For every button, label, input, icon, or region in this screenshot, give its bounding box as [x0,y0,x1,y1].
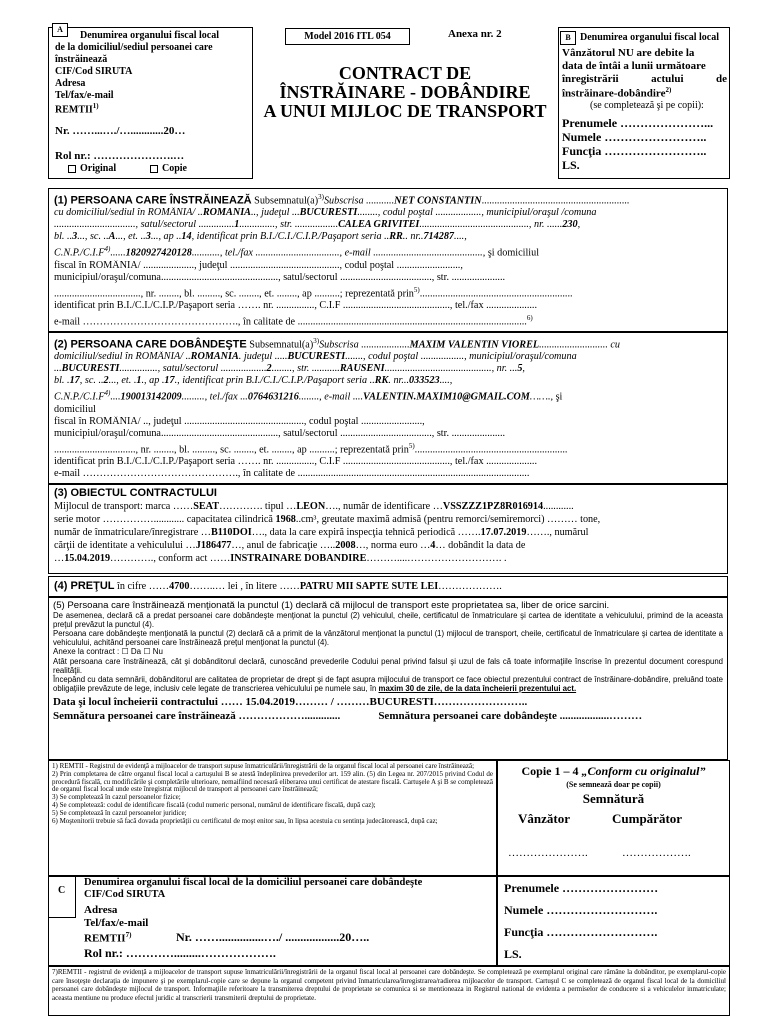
seller-nr: 230 [562,219,578,231]
contract-date: 15.04.2019 [245,696,295,708]
contract-city: BUCURESTI [369,696,434,708]
s5-p3: Persoana care dobândeşte menţionată la punctul (2) declară că a primit de la vânzătorul menţionat la punctul (1) mijlocul de transport, cheile, certificatul de înmatriculare şi cartea de identitate a vehiculului, achitând persoanei care înstrăinează preţul menţionat la punctul (4). [53,629,723,647]
s2-l7: fiscal în ROMÂNIA/ .., judeţul ..............................................., codul poştal ........................, [54,415,425,427]
section-1-seller: (1) PERSOANA CARE ÎNSTRĂINEAZĂ $Subsemnatul(a)^{3)}Subscrisa$ ...........NET CONSTANTIN.......................................................... cu domiciliul/sediul în ROMÂNIA/ ..ROMANIA.., judeţul ...BUCURESTI........, codul poştal .................., municipiul/oraşul /comuna ................................, satul/sectorul ..............1.............., str. .................CALEA GRIVITEI..........................................., nr. ......230, bl. ..3..., sc. ..A..., et. ..3..., ap ..14, identificat prin B.I./C.I./C.I.P./Paşaport seria ..RR.. nr..714287...., $C.N.P./C.I.F^{4)}......1820927420128$..........., tel./fax ................................., e-mail ..........................................., şi domiciliul fiscal în ROMÂNIA/ ...................., judeţul ..........................................., codul poştal ........................., municipiul/oraşul/comuna.............................................., satul/sectorul ...................................., str. ..................... .................................., nr. ........, bl. ........., sc. ........, et. ........, ap ..........; reprezentată prin$^{5)}$............................................................ identificat prin B.I./C.I./C.I.P./Paşaport seria ……. nr. ..............., C.I.F .........................................., tel./fax .................... e-mail ………………………………………., în calitate de ..........................................................................................$^{6)}$ [48,188,728,332]
box-c-title2: CIF/Cod SIRUTA [84,889,166,900]
seller-id-number: 714287 [423,231,455,243]
copie-semnatura: Semnătură [582,791,645,806]
original-checkbox-row[interactable]: Original [68,163,116,175]
box-a-rol: Rol nr.: ………………….… [55,150,185,162]
copie-checkbox-row[interactable]: Copie [150,163,187,175]
price-digits: 4700 [169,581,190,592]
vehicle-model: LEON [296,501,326,512]
box-c-numele: Numele ………………………. [504,903,658,917]
copie-title: Copie 1 – 4 „Conform cu originalul” [521,764,706,778]
seller-et: 3 [145,231,151,243]
seller-bl: 3 [72,231,78,243]
vehicle-cc: 1968 [275,514,296,525]
section-4-heading: (4) PREŢUL [54,580,115,592]
footnote-5: 5) Se completează în cazul persoanelor juridice; [52,808,187,817]
footnote-6: 6) Moştenitorii trebuie să facă dovada proprietăţii cu certificatul de moşt enitor sau, în lipsa acestuia cu sentinţa judecătorească, după caz; [52,816,438,825]
box-c-tag: C [58,885,66,896]
original-checkbox[interactable] [68,165,76,173]
s2-l11: e-mail ………………………………………., în calitate de ........................................................................................... [54,468,530,480]
s2-l10: identificat prin B.I./C.I./C.I.P./Paşaport seria ……. nr. ..............., C.I.F .........................................., tel./fax .................... [54,456,538,468]
title-line2: ÎNSTRĂINARE - DOBÂNDIRE [279,82,531,102]
seller-sector: 1 [234,219,240,231]
vehicle-euro-norm: 4 [430,540,436,551]
footnotes-box [48,760,497,876]
box-c-prenume: Prenumele …………………… [504,881,659,895]
buyer-sc: 2 [103,375,109,387]
buyer-ap: 17 [164,375,175,387]
seller-sc: A [108,231,116,243]
s2-l8: municipiul/oraşul/comuna.............................................., satul/sectorul ...................................., str. ..................... [54,427,506,439]
vehicle-make: SEAT [193,501,220,512]
seller-judet: BUCURESTI [299,207,358,219]
buyer-judet: BUCURESTI [287,351,346,363]
box-a-tag: A [52,23,68,37]
box-b-ls: LS. [562,158,580,172]
seller-street: CALEA GRIVITEI [338,219,420,231]
s2-l9: ................................, nr. ........, bl. ........., sc. ........, et. ........, ap ..........; reprezentată prin [54,444,409,456]
box-c-functia: Funcţia ………………………. [504,925,658,939]
box-b-functia: Funcţia …………………….. [562,144,707,158]
copie-vanzator: Vânzător [518,811,570,826]
box-c-rol: Rol nr.: ………….........………………. [84,946,276,960]
vehicle-year: 2008 [335,540,356,551]
copie-subtitle: (Se semnează doar pe copii) [566,780,661,789]
buyer-signature-line[interactable]: Semnătura persoanei care dobândeşte ..................……… [378,710,643,722]
s5-p1: (5) Persoana care înstrăinează menţionată la punctul (1) declară că mijlocul de transport este proprietatea sa, liber de orice sarcini. [53,600,610,611]
s1-l8: .................................., nr. ........, bl. ........., sc. ........, et. ........, ap ..........; reprezentată prin [54,288,414,300]
box-a-line5: Adresa [55,78,86,89]
title-line3: A UNUI MIJLOC DE TRANSPORT [263,101,547,121]
title-line1: CONTRACT DE [338,63,472,83]
section-4-price: (4) PREŢUL în cifre ……4700……..… lei , în litere ……PATRU MII SAPTE SUTE LEI………………. [48,576,728,597]
footnote-1: 1) REMTII - Registrul de evidenţă a mijloacelor de transport supuse înmatriculării/înregistrării de la organul fiscal local al persoanei care înstrăinează; [52,762,475,770]
buyer-name: MAXIM VALENTIN VIOREL [409,339,540,351]
box-b-line3: înregistrării actului de [562,73,727,85]
acquisition-act: INSTRAINARE DOBANDIRE [230,553,367,564]
buyer-et: 1 [136,375,142,387]
s1-l6: fiscal în ROMÂNIA/ ...................., judeţul ..........................................., codul poştal ........................., [54,259,463,271]
box-c-adresa: Adresa [84,904,118,916]
box-c-tag-frame [48,876,76,918]
box-c-ls: LS. [504,947,522,961]
anexa-label: Anexa nr. 2 [448,28,502,40]
section-2-heading: (2) PERSOANA CARE DOBÂNDEŞTE [54,338,247,351]
buyer-phone: 0764631216 [247,391,299,403]
box-b-title: Denumirea organului fiscal local [580,32,719,43]
copie-vanzator-signature[interactable]: …………………. [508,847,588,859]
section-1-heading: (1) PERSOANA CARE ÎNSTRĂINEAZĂ [54,194,252,207]
section-3-heading: (3) OBIECTUL CONTRACTULUI [54,487,217,499]
s1-l9: identificat prin B.I./C.I./C.I.P./Paşaport seria ……. nr. ..............., C.I.F .........................................., tel./fax .................... [54,300,538,312]
buyer-country: ROMANIA [190,351,239,363]
buyer-email: VALENTIN.MAXIM10@GMAIL.COM [363,391,530,403]
footer-note: 7)REMTII - registrul de evidenţă a mijloacelor de transport supuse înmatriculării/înregistrării de la organul fiscal local al persoanei care dobândeşte. Se completează pe exemplarul original care rămâne la dobânditor, pe exemplarul-copie care însoţeşte declaraţia de impunere şi pe exemplarul-copie care se depune la organul competent privind înmatricularea/înregistrarea/radierea mijloacelor de transport. Cartuşul C se completează de organul fiscal local de la domiciliul persoanei care dobândeşte mijlocul de transport. Informaţiile referitoare la transmiterea dreptului de proprietate se comunica si se mentioneaza in Registrul national de evidenta a permiselor de conducere si a vehiculelor inmatriculate; aceasta mentiune nu produce efectul juridic al transcrierii transmiterii dreptului de proprietate. [48,966,730,1016]
buyer-city: BUCURESTI [61,363,120,375]
s1-l7: municipiul/oraşul/comuna.............................................., satul/sectorul ...................................., str. ..................... [54,271,506,283]
box-b-line2: data de întâi a lunii următoare [562,60,706,72]
seller-signature-line[interactable]: Semnătura persoanei care înstrăinează ………………............. [53,710,341,722]
buyer-cnp: 190013142009 [120,391,182,403]
section-2-buyer: (2) PERSOANA CARE DOBÂNDEŞTE $Subsemnatul(a)^{3)}Subscrisa$ ...................MAXIM VALENTIN VIOREL........................... cu domiciliul/sediul în ROMÂNIA/ ..ROMANIA. judeţul .....BUCURESTI......., codul poştal ................., municipiul/oraşul/comuna ...BUCURESTI..............., satul/sectorul ..................2........, str. ...........RAUSENI.........................................., nr. ...5, bl. .17, sc. ..2..., et. .1., ap .17., identificat prin B.I./C.I./C.I.P./Paşaport seria ..RK. nr...033523...., $C.N.P./C.I.F^{4)}....190013142009$........., tel./fax ...0764631216........, e-mail ....VALENTIN.MAXIM10@GMAIL.COM……., şi domiciliul fiscal în ROMÂNIA/ .., judeţul ..............................................., codul poştal ........................, municipiul/oraşul/comuna.............................................., satul/sectorul ...................................., str. ..................... ................................, nr. ........, bl. ........., sc. ........, et. ........, ap ..........; reprezentată prin$^{5)}$............................................................ identificat prin B.I./C.I./C.I.P./Paşaport seria ……. nr. ..............., C.I.F .........................................., tel./fax .................... e-mail ………………………………………., în calitate de ........................................................................................... [48,332,728,484]
box-a-remtii: REMTII$^{1)}$ [55,102,99,116]
box-c-nr: Nr. ……...............…./ ..................20….. [176,930,370,944]
seller-country: ROMANIA [202,207,251,219]
seller-ap: 14 [181,231,192,243]
box-b-line4: înstrăinare-dobândire$^{2)}$ [562,86,672,100]
vehicle-civ: J186477 [195,540,232,551]
s1-l1a: Subsemnatul(a) [254,195,319,207]
buyer-street: RAUSENI [339,363,385,375]
box-b-numele: Numele …………………….. [562,130,707,144]
box-b-tag: B [560,31,576,45]
buyer-nr: 5 [517,363,523,375]
box-b-prenume: Prenumele …………………... [562,116,714,130]
acquisition-date: 15.04.2019 [64,553,111,564]
vehicle-vin: VSSZZZ1PZ8R016914 [442,501,544,512]
footnote-2: 2) Prin completarea de către organul fiscal local a cartuşului B se atestă îndeplinirea prevederilor art. 159 alin. (5) din Legea nr. 207/2015 privind Codul de procedură fiscală, cu modificările şi completările ulterioare, nemaifiind necesară eliberarea unui certificat de atestare fiscală. Cartuşele A şi B se completează de organul fiscal local unde este înregistrat mijlocul de transport al persoanei care înstrăinează; [52,769,493,794]
s5-p5: Începând cu data semnării, dobânditorul are calitatea de proprietar de drept şi de fapt asupra mijlocului de transport ce face obiectul prezentului contract de înstrăinare-dobândire, preluând toate obligaţiile prevăzute de lege, inclusiv cele legate de transcrierea vehiculului pe numele sau, în maxim 30 de zile, de la data încheierii prezentului act. [53,675,723,693]
seller-name: NET CONSTANTIN [394,195,482,207]
seller-id-series: RR [389,231,403,243]
buyer-id-series: RK [374,375,389,387]
s5-anexa: Anexe la contract : ☐ Da ☐ Nu [53,647,163,656]
section-3-vehicle: (3) OBIECTUL CONTRACTULUI Mijlocul de transport: marca ……SEAT…………. tipul …LEON…., număr de identificare …VSSZZZ1PZ8R016914............ serie motor ……………............ capacitatea cilindrică 1968..cm³, greutate maximă admisă (pentru remorci/semiremorci) ……… tone, număr de înmatriculare/înregistrare …B110DOI…., data la care expiră inspecţia tehnică periodică …….17.07.2019……., numărul cărţii de identitate a vehiculului …J186477…, anul de fabricaţie …..2008…, norma euro …4… dobândit la data de …15.04.2019…………., conform act ……INSTRAINARE DOBANDIRE………....………………………. . [48,484,728,574]
model-label: Model 2016 ITL 054 [285,28,410,45]
s5-p4: Atât persoana care înstrăinează, cât şi dobânditorul declară, cunoscând prevederile Codului penal privind falsul şi uzul de fals că toate informaţiile înscrise în prezentul document corespund realităţii. [53,657,723,675]
buyer-bl: 17 [69,375,80,387]
buyer-sector: 2 [266,363,272,375]
box-a-line6: Tel/fax/e-mail [55,90,114,101]
buyer-id-number: 033523 [409,375,440,387]
s5-p2: De asemenea, declară că a predat persoanei care dobândeşte menţionat la punctul (2) vehiculul, cheile, certificatul de înmatriculare şi cartea de identitate a vehiculului, primind de la aceasta preţul prevăzut la punctul (4). [53,611,723,629]
vehicle-reg-number: B110DOI [211,527,252,538]
box-b-line1: Vânzătorul NU are debite la [562,47,695,59]
s2-l6: domiciliul [54,403,96,415]
footnote-3: 3) Se completează în cazul persoanelor fizice; [52,793,181,802]
box-c-tel: Tel/fax/e-mail [84,917,149,929]
s5-date-place: Data şi locul încheierii contractului …… 15.04.2019……… / ………BUCURESTI…………………….. [53,696,528,708]
box-a-nr: Nr. ……...…./…............20… [55,125,186,137]
copie-cumparator-signature[interactable]: ………………. [622,847,691,859]
box-c-title1: Denumirea organului fiscal local de la domiciliul persoanei care dobândeşte [84,877,423,888]
box-a-line2: de la domiciliul/sediul persoanei care [55,42,213,53]
section-5-declarations [48,597,728,760]
copie-checkbox[interactable] [150,165,158,173]
box-a-title: Denumirea organului fiscal local [80,30,219,41]
box-b-line5: (se completează şi pe copii): [590,100,704,111]
copie-cumparator: Cumpărător [612,811,683,826]
box-c-remtii: REMTII$^{7)}$ [84,931,132,945]
price-words: PATRU MII SAPTE SUTE LEI [299,581,439,592]
seller-cnp: 1820927420128 [125,247,192,259]
s5-signatures [53,709,723,724]
box-a-line4: CIF/Cod SIRUTA [55,66,133,77]
vehicle-itp-date: 17.07.2019 [480,527,527,538]
box-a-line3: înstrăinează [55,54,108,65]
footnote-4: 4) Se completează: codul de identificare fiscală (codul numeric personal, numărul de identificare fiscală, după caz); [52,801,376,810]
s1-l10: e-mail ………………………………………., în calitate de .......................................................................................... [54,316,527,328]
